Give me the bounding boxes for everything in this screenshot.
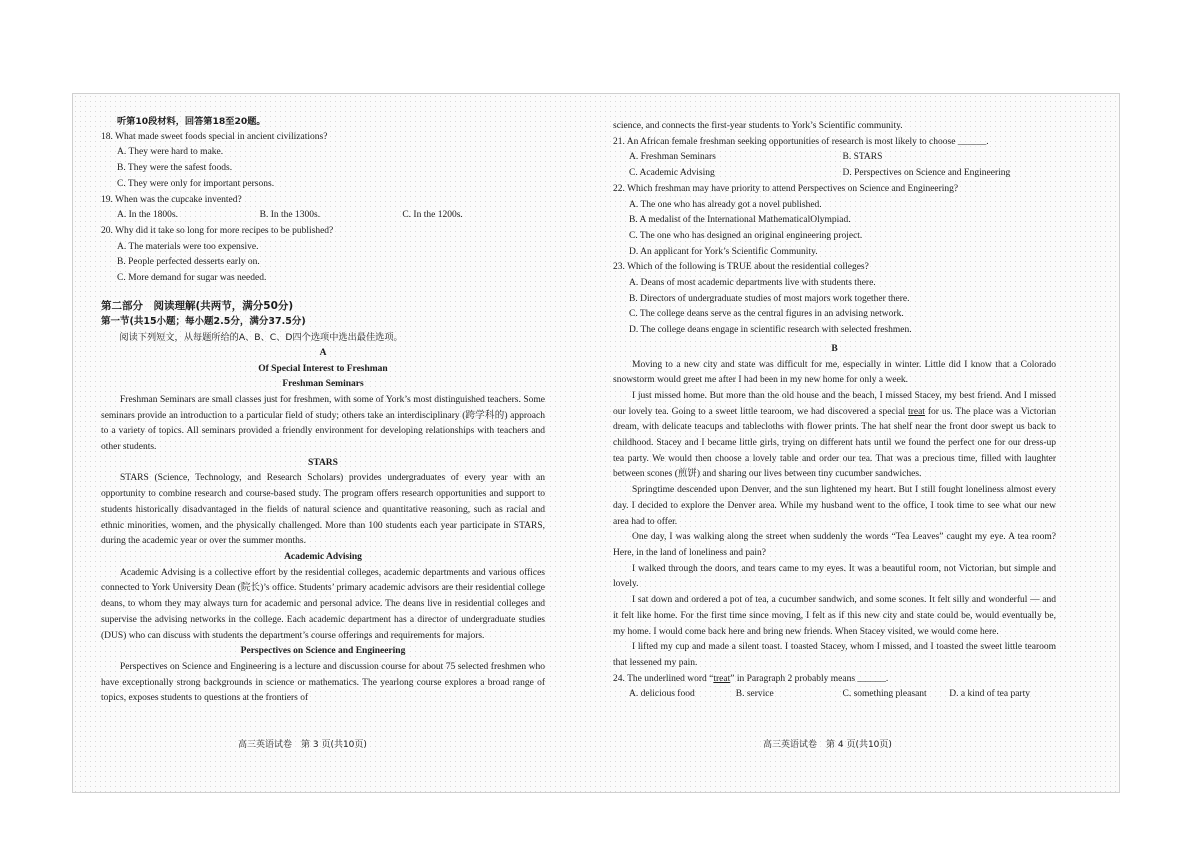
- question-19: 19. When was the cupcake invented?: [101, 194, 242, 205]
- question-20: 20. Why did it take so long for more recipes to be published?: [101, 225, 334, 236]
- paragraph-academic-advising: Academic Advising is a collective effort by the residential colleges, academic departments and various offices connected to York University Dean (院长)’s office. Students’ primary academic advisors are their residential college deans, to whom they may always turn for academic and personal advice. The deans live in residential colleges and supervise the advising networks in the college. Each academic department has a director of undergraduate studies (DUS) who can discuss with students the department’s course offerings and requirements for majors.: [101, 567, 545, 641]
- passage-a-title: Of Special Interest to Freshman: [258, 363, 388, 374]
- listening-instruction: 听第10段材料，回答第18至20题。: [117, 116, 266, 127]
- question-22: 22. Which freshman may have priority to attend Perspectives on Science and Engineering?: [613, 183, 959, 194]
- paragraph-2-text-after: for us. The place was a Victorian dream, with delicate teacups and tablecloths with flower prints. The hat shelf near the front door swept us back to childhood. Stacey and I became little girls, trying on different hats until we found the perfect one for our dress-up tea party. We would then choose a lovely table and order our tea. That was a precious time, filled with laughter between scones (煎饼) and sharing our lives between tiny cucumber sandwiches.: [613, 406, 1056, 480]
- q21-option-b: B. STARS: [842, 152, 883, 163]
- left-column: [101, 114, 545, 707]
- passage-b-letter: B: [831, 343, 838, 354]
- q22-option-b: B. A medalist of the International MathematicalOlympiad.: [629, 215, 851, 226]
- q24-option-a: A. delicious food: [629, 689, 695, 700]
- page-footer-right: 高三英语试卷 第 4 页(共10页): [763, 740, 892, 750]
- q24-option-b: B. service: [735, 689, 774, 700]
- q21-option-c: C. Academic Advising: [629, 168, 715, 179]
- q24-text-after: ” in Paragraph 2 probably means ______.: [730, 673, 889, 684]
- q23-option-c: C. The college deans serve as the central figures in an advising network.: [629, 309, 904, 320]
- q24-option-c: C. something pleasant: [842, 689, 927, 700]
- exam-sheet: [72, 93, 1120, 793]
- section-title: 第一节(共15小题；每小题2.5分，满分37.5分): [101, 316, 306, 328]
- heading-perspectives: Perspectives on Science and Engineering: [240, 646, 406, 657]
- q18-option-c: C. They were only for important persons.: [117, 178, 275, 189]
- passage-b-paragraph-4: One day, I was walking along the street when suddenly the words “Tea Leaves” caught my eye. A tea room? Here, in the land of loneliness and pain?: [613, 532, 1056, 558]
- q21-option-d: D. Perspectives on Science and Engineering: [842, 168, 1011, 179]
- q22-option-d: D. An applicant for York’s Scientific Community.: [629, 246, 818, 257]
- right-column: [613, 119, 1056, 703]
- q20-option-c: C. More demand for sugar was needed.: [117, 273, 267, 284]
- question-21: 21. An African female freshman seeking opportunities of research is most likely to choose ______.: [613, 136, 989, 147]
- passage-b-paragraph-7: I lifted my cup and made a silent toast. I toasted Stacey, whom I missed, and I toasted the sweet little tearoom that lessened my pain.: [613, 642, 1056, 668]
- part-title: 第二部分 阅读理解(共两节，满分50分): [101, 299, 294, 312]
- reading-instruction: 阅读下列短文，从每题所给的A、B、C、D四个选项中选出最佳选项。: [119, 332, 403, 344]
- paragraph-stars: STARS (Science, Technology, and Research Scholars) provides undergraduates of every year with an opportunity to combine research and course-based study. The program offers research opportunities and support to students historically disadvantaged in the fields of natural science and quantitative reasoning, such as racial and ethnic minorities, women, and the physically challenged. More than 100 students each year participate in STARS, during the academic year or over the summer months.: [101, 473, 545, 547]
- underlined-word-treat: treat: [908, 406, 925, 417]
- q18-option-b: B. They were the safest foods.: [117, 163, 233, 174]
- passage-b-paragraph-2: [613, 389, 1056, 483]
- q24-options: [613, 687, 1056, 703]
- paragraph-2-text-before: I just missed home. But more than the old house and the beach, I missed Stacey, my best friend. And I missed our lovely tea. Going to a sweet little tearoom, we had discovered a special: [613, 390, 1056, 417]
- paragraph-perspectives: Perspectives on Science and Engineering is a lecture and discussion course for about 75 selected freshmen who have exceptionally strong backgrounds in science or mathematics. The yearlong course explores a broad range of topics, exposes students to questions at the frontiers of: [101, 661, 545, 704]
- q24-underlined-word: treat: [713, 673, 731, 684]
- passage-a-letter: A: [319, 347, 327, 358]
- q22-option-a: A. The one who has already got a novel published.: [629, 199, 822, 210]
- paragraph-perspectives-continued: science, and connects the first-year students to York’s Scientific community.: [613, 121, 903, 131]
- q21-options-row1: [613, 150, 1056, 166]
- question-23: 23. Which of the following is TRUE about the residential colleges?: [613, 262, 869, 273]
- q21-option-a: A. Freshman Seminars: [629, 152, 716, 163]
- q23-option-d: D. The college deans engage in scientific research with selected freshmen.: [629, 325, 912, 336]
- q22-option-c: C. The one who has designed an original engineering project.: [629, 230, 863, 241]
- heading-stars: STARS: [308, 457, 338, 468]
- passage-b-paragraph-5: I walked through the doors, and tears came to my eyes. It was a beautiful room, not Victorian, but simple and lovely.: [613, 563, 1056, 590]
- question-18: 18. What made sweet foods special in ancient civilizations?: [101, 131, 328, 142]
- q23-option-b: B. Directors of undergraduate studies of most majors work together there.: [629, 293, 910, 304]
- heading-academic-advising: Academic Advising: [284, 551, 362, 562]
- page-footer-left: 高三英语试卷 第 3 页(共10页): [238, 740, 367, 750]
- q24-option-d: D. a kind of tea party: [949, 689, 1030, 700]
- q24-text-before: 24. The underlined word “: [613, 673, 714, 684]
- passage-b-paragraph-6: I sat down and ordered a pot of tea, a cucumber sandwich, and some scones. It felt silly and wonderful — and it felt like home. For the first time since moving, I felt as if this new city and state could be, would eventually be, my home. I would come back here and bring new friends. When Stacey visited, we would come here.: [613, 595, 1056, 637]
- q19-option-b: B. In the 1300s.: [259, 210, 321, 221]
- passage-b-paragraph-1: Moving to a new city and state was difficult for me, especially in winter. Little did I know that a Colorado snowstorm would greet me after I had been in my new home for only a week.: [613, 359, 1056, 386]
- q19-option-a: A. In the 1800s.: [117, 210, 178, 221]
- q19-options: [101, 208, 545, 224]
- q20-option-a: A. The materials were too expensive.: [117, 241, 259, 252]
- passage-b-paragraph-3: Springtime descended upon Denver, and the sun lightened my heart. But I still fought loneliness almost every day. I decided to explore the Denver area. While my husband went to the office, I took time to see what our new area had to offer.: [613, 485, 1056, 527]
- q20-option-b: B. People perfected desserts early on.: [117, 257, 260, 268]
- q23-option-a: A. Deans of most academic departments live with students there.: [629, 278, 876, 289]
- heading-freshman-seminars: Freshman Seminars: [282, 379, 364, 390]
- paragraph-freshman-seminars: Freshman Seminars are small classes just for freshmen, with some of York’s most distinguished teachers. Some seminars provide an introduction to a particular field of study; others take an interdisciplinary (跨学科的) approach to a variety of topics. All seminars provided a friendly environment for developing relationships with teachers and other students.: [101, 394, 545, 453]
- q19-option-c: C. In the 1200s.: [402, 210, 463, 221]
- question-24: [613, 672, 1056, 688]
- q21-options-row2: [613, 166, 1056, 182]
- q18-option-a: A. They were hard to make.: [117, 147, 224, 158]
